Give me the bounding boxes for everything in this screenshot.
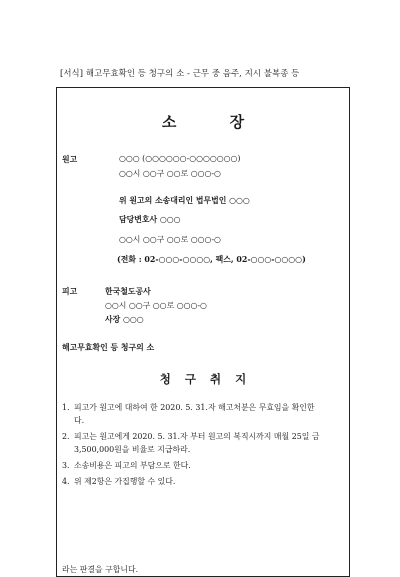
claims-list bbox=[62, 401, 346, 491]
claim-item bbox=[62, 475, 346, 488]
claims-heading: 청 구 취 지 bbox=[159, 372, 252, 386]
claim-text-continued: 다. bbox=[74, 416, 85, 425]
agent-address: ○○시 ○○구 ○○로 ○○○-○ bbox=[119, 235, 221, 244]
attorney-in-charge: 담당변호사 ○○○ bbox=[119, 215, 181, 224]
closing-sentence: 라는 판결을 구합니다. bbox=[62, 565, 139, 574]
document-title: 소 장 bbox=[161, 113, 269, 131]
claim-text: 피고는 원고에게 2020. 5. 31.자 부터 원고의 복직시까지 매월 25일 금 bbox=[74, 432, 320, 441]
claim-number: 1. bbox=[62, 403, 70, 412]
agent-contact: (전화 : 02-○○○-○○○○, 팩스, 02-○○○-○○○○) bbox=[117, 255, 306, 264]
claim-text: 피고가 원고에 대하여 한 2020. 5. 31.자 해고처분은 무효임을 확인한 bbox=[74, 403, 315, 412]
claim-number: 3. bbox=[62, 461, 70, 470]
defendant-address: ○○시 ○○구 ○○로 ○○○-○ bbox=[105, 301, 207, 310]
claim-item bbox=[62, 401, 346, 427]
claim-number: 2. bbox=[62, 432, 70, 441]
case-name: 해고무효확인 등 청구의 소 bbox=[62, 343, 155, 352]
claim-item bbox=[62, 459, 346, 472]
complaint-document bbox=[56, 87, 350, 577]
plaintiff-agent: 위 원고의 소송대리인 법무법인 ○○○ bbox=[119, 196, 250, 205]
claim-text: 소송비용은 피고의 부담으로 한다. bbox=[74, 461, 191, 470]
claim-number: 4. bbox=[62, 477, 70, 486]
claim-text: 위 제2항은 가집행할 수 있다. bbox=[74, 477, 176, 486]
plaintiff-label: 원고 bbox=[62, 155, 78, 164]
defendant-name: 한국철도공사 bbox=[105, 287, 151, 296]
defendant-representative: 사장 ○○○ bbox=[105, 315, 144, 324]
plaintiff-address: ○○시 ○○구 ○○로 ○○○-○ bbox=[119, 169, 221, 178]
claim-text-continued: 3,500,000원을 비율로 지급하라. bbox=[74, 445, 191, 454]
defendant-label: 피고 bbox=[62, 287, 78, 296]
plaintiff-name: ○○○ (○○○○○○-○○○○○○○) bbox=[119, 154, 241, 163]
claim-item bbox=[62, 430, 346, 456]
header-caption: [서식] 해고무효확인 등 청구의 소 - 근무 중 음주, 지시 불복종 등 bbox=[60, 68, 300, 78]
